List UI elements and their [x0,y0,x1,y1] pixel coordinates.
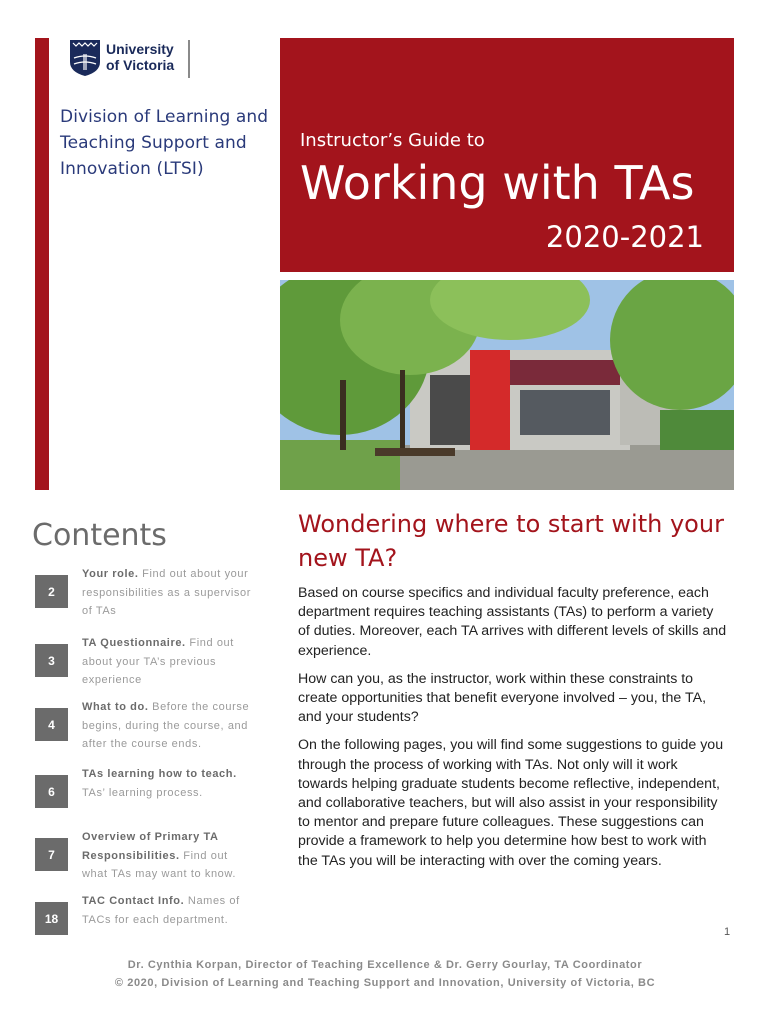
crest-icon [70,40,100,76]
logo-divider [188,40,190,78]
body-text [298,584,728,880]
body-paragraph: How can you, as the instructor, work within these constraints to create opportunities that benefit everyone involved – you, the TA, and your students? [298,670,707,726]
campus-building-photo [280,280,734,490]
body-paragraph: On the following pages, you will find some suggestions to guide you through the process of working with TAs. Not only will it work towards helping graduate students become reflective, independent, and collaborative teachers, but will also assist in your responsibility to mentor and prepare future colleagues. These suggestions can provide a framework to help you determine how best to work with the TAs you will be interacting with over the coming years. [298,737,724,869]
footer-copyright: © 2020, Division of Learning and Teaching Support and Innovation, University of Victoria, BC [114,977,656,989]
toc-text: Overview of Primary TA Responsibilities. Find out what TAs may want to know. [82,831,236,880]
toc-page-number: 6 [35,775,68,808]
footer [0,956,770,992]
guide-year: 2020-2021 [545,220,704,254]
toc-text: TAC Contact Info. Names of TACs for each department. [82,895,240,926]
toc-page-number: 4 [35,708,68,741]
toc-page-number: 18 [35,902,68,935]
page-number: 1 [724,926,731,938]
toc-text: TAs learning how to teach. TAs’ learning process. [82,768,237,799]
toc-text: TA Questionnaire. Find out about your TA’s previous experience [82,637,234,686]
toc-text: Your role. Find out about your responsibilities as a supervisor of TAs [82,568,251,617]
university-logo [70,38,200,80]
guide-subtitle: Instructor’s Guide to [300,130,485,151]
toc-page-number: 7 [35,838,68,871]
section-heading: Wondering where to start with your new TA? [298,510,724,572]
toc-page-number: 3 [35,644,68,677]
logo-line-2: of Victoria [106,57,175,73]
division-name: Division of Learning and Teaching Support and Innovation (LTSI) [60,107,269,179]
toc-page-number: 2 [35,575,68,608]
body-paragraph: Based on course specifics and individual faculty preference, each department requires teaching assistants (TAs) to perform a variety of duties. Moreover, each TA arrives with different levels of skills and experience. [298,585,727,659]
university-name [106,41,174,73]
contents-title: Contents [32,518,167,553]
guide-title: Working with TAs [300,156,695,210]
toc-text: What to do. Before the course begins, during the course, and after the course ends. [82,701,250,750]
left-accent-bar [35,38,49,490]
title-banner [280,38,734,272]
footer-authors: Dr. Cynthia Korpan, Director of Teaching Excellence & Dr. Gerry Gourlay, TA Coordinator [127,959,643,971]
logo-line-1: University [106,41,174,57]
